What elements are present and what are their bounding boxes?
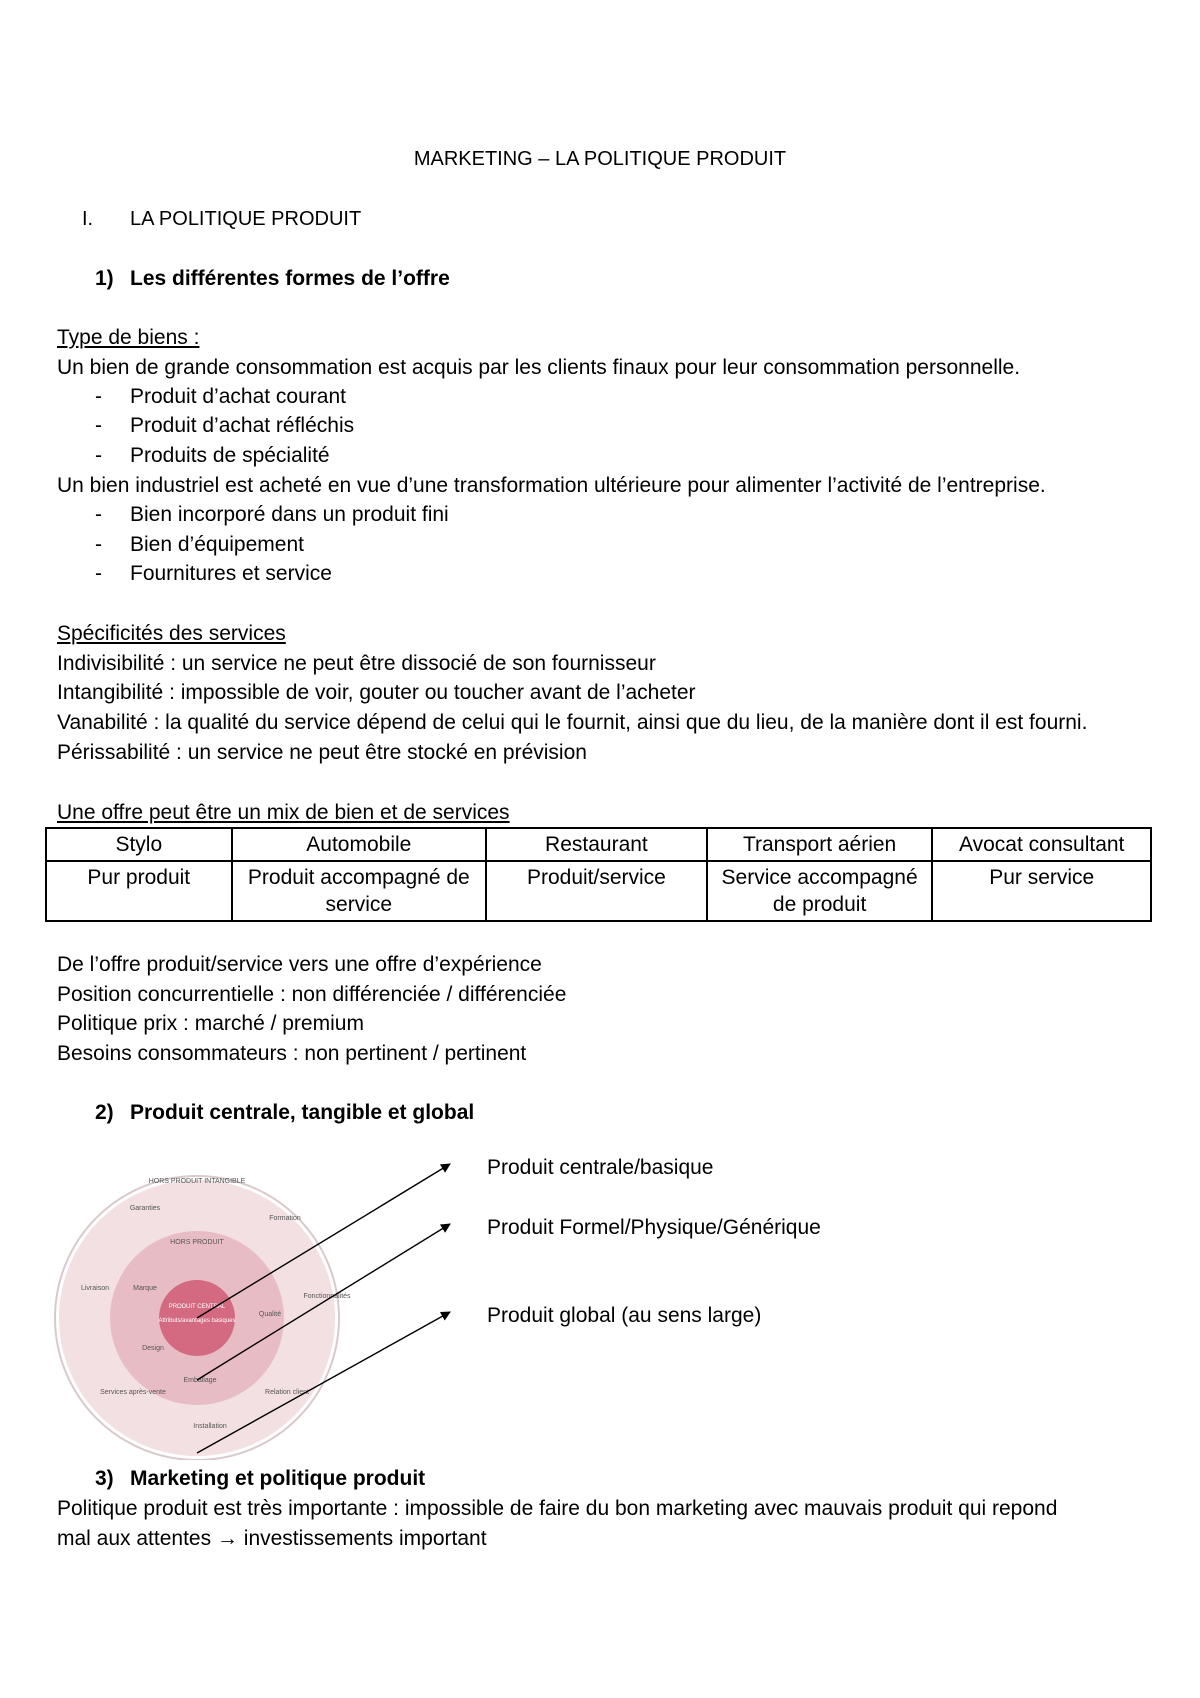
experience-line: Politique prix : marché / premium (57, 1012, 364, 1035)
subsection-title: Les différentes formes de l’offre (130, 267, 450, 290)
offer-mix-table (45, 827, 1152, 922)
middle-word: Design (142, 1345, 164, 1352)
subsection-number: 1) (95, 267, 114, 290)
table-cell: Pur service (932, 861, 1151, 921)
experience-line: Position concurrentielle : non différenciée / différenciée (57, 983, 567, 1006)
bullet-dash: - (95, 562, 102, 585)
list-item-text: Bien d’équipement (130, 533, 304, 556)
core-title: PRODUIT CENTRAL (168, 1304, 226, 1310)
section-number: I. (82, 208, 94, 230)
table-header-cell: Restaurant (486, 828, 707, 861)
bullet-dash: - (95, 444, 102, 467)
product-levels-diagram (45, 1140, 485, 1460)
section-title: LA POLITIQUE PRODUIT (130, 208, 362, 230)
diagram-label: Produit global (au sens large) (487, 1304, 762, 1327)
middle-word: Marque (133, 1285, 157, 1292)
list-item-text: Produits de spécialité (130, 444, 330, 467)
subsection-number: 2) (95, 1101, 114, 1124)
middle-word: Fonctionnalités (303, 1293, 351, 1300)
outer-word: Livraison (80, 1285, 110, 1292)
outer-word: Installation (193, 1423, 227, 1430)
core-subtitle: Attributs/avantages basiques (158, 1318, 236, 1324)
table-cell: Service accompagné de produit (707, 861, 933, 921)
services-line: Intangibilité : impossible de voir, gouter ou toucher avant de l’acheter (57, 681, 696, 704)
services-line: Indivisibilité : un service ne peut être dissocié de son fournisseur (57, 652, 656, 675)
middle-ring-title: HORS PRODUIT (170, 1239, 224, 1246)
biens-industriel: Un bien industriel est acheté en vue d’une transformation ultérieure pour alimenter l’activité de l’entreprise. (57, 474, 1046, 497)
diagram-label: Produit centrale/basique (487, 1156, 714, 1179)
services-line: Périssabilité : un service ne peut être stocké en prévision (57, 741, 587, 764)
services-line: Vanabilité : la qualité du service dépend de celui qui le fournit, ainsi que du lieu, de la manière dont il est fourni. (57, 711, 1088, 734)
outer-word: Garanties (129, 1205, 161, 1212)
middle-word: Emballage (183, 1377, 217, 1384)
bullet-dash: - (95, 533, 102, 556)
table-header-cell: Transport aérien (707, 828, 933, 861)
bullet-dash: - (95, 385, 102, 408)
list-item-text: Produit d’achat courant (130, 385, 346, 408)
list-item-text: Fournitures et service (130, 562, 332, 585)
bullet-dash: - (95, 414, 102, 437)
conclusion-start: mal aux attentes (57, 1527, 212, 1550)
experience-line: De l’offre produit/service vers une offre d’expérience (57, 953, 542, 976)
diagram-label: Produit Formel/Physique/Générique (487, 1216, 821, 1239)
list-item-text: Produit d’achat réfléchis (130, 414, 355, 437)
table-cell: Pur produit (46, 861, 232, 921)
table-cell: Produit/service (486, 861, 707, 921)
subsection-title: Marketing et politique produit (130, 1467, 426, 1490)
experience-line: Besoins consommateurs : non pertinent / pertinent (57, 1042, 527, 1065)
arrow-right-icon: → (216, 1527, 238, 1550)
table-header-cell: Avocat consultant (932, 828, 1151, 861)
subsection-title: Produit centrale, tangible et global (130, 1101, 475, 1124)
page-title: MARKETING – LA POLITIQUE PRODUIT (413, 148, 787, 170)
biens-heading: Type de biens : (57, 326, 200, 349)
biens-consommation: Un bien de grande consommation est acquis par les clients finaux pour leur consommation personnelle. (57, 356, 1021, 379)
middle-word: Qualité (258, 1311, 282, 1318)
table-header-cell: Automobile (232, 828, 487, 861)
list-item-text: Bien incorporé dans un produit fini (130, 503, 449, 526)
outer-ring-title: HORS PRODUIT INTANGIBLE (148, 1178, 246, 1185)
conclusion-line (57, 1526, 487, 1552)
subsection-number: 3) (95, 1467, 114, 1490)
conclusion-line: Politique produit est très importante : impossible de faire du bon marketing avec mauvais produit qui repond (57, 1497, 1058, 1520)
conclusion-end: investissements important (243, 1527, 487, 1550)
outer-word: Services après-vente (100, 1389, 166, 1396)
bullet-dash: - (95, 503, 102, 526)
outer-word: Formation (269, 1215, 301, 1222)
table-cell: Produit accompagné de service (232, 861, 487, 921)
table-header-row (46, 828, 1151, 861)
mix-heading: Une offre peut être un mix de bien et de services (57, 801, 510, 824)
table-row (46, 861, 1151, 921)
table-header-cell: Stylo (46, 828, 232, 861)
services-heading: Spécificités des services (57, 622, 286, 645)
outer-word: Relation client (265, 1389, 309, 1396)
